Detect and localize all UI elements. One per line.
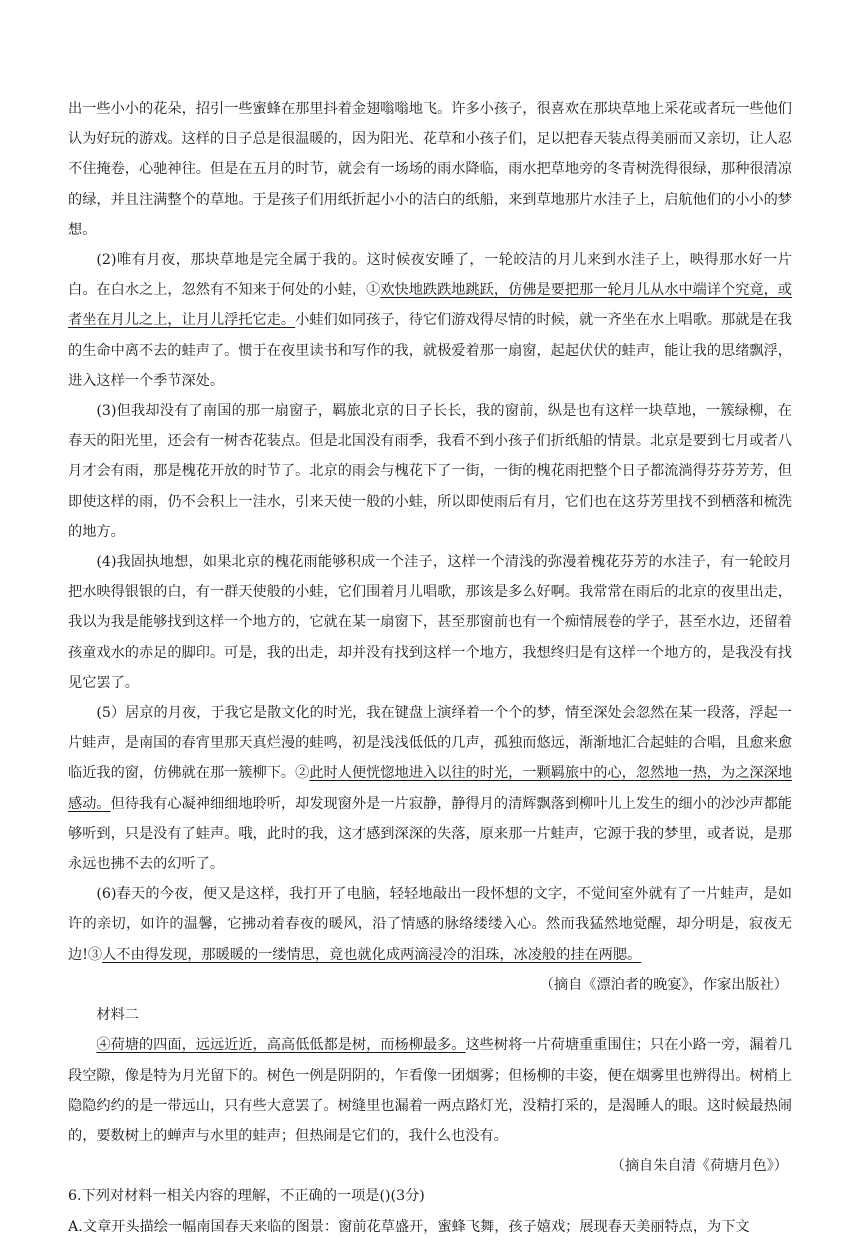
document-page (68, 94, 792, 1242)
paragraph-1-continued: 出一些小小的花朵，招引一些蜜蜂在那里抖着金翅嗡嗡地飞。许多小孩子，很喜欢在那块草地上采花或者玩一些他们认为好玩的游戏。这样的日子总是很温暖的，因为阳光、花草和小孩子们，足以把春天装点得美丽而又亲切，让人忍不住掩卷，心驰神往。但是在五月的时节，就会有一场场的雨水降临，雨水把草地旁的冬青树洗得很绿，那种很清凉的绿，并且注满整个的草地。于是孩子们用纸折起小小的洁白的纸船，来到草地那片水洼子上，启航他们的小小的梦想。 (68, 101, 792, 238)
paragraph-5-text-end: 但待我有心凝神细细地聆听，却发现窗外是一片寂静，静得月的清辉飘落到柳叶儿上发生的细小的沙沙声都能够听到，只是没有了蛙声。哦，此时的我，这才感到深深的失落，原来那一片蛙声，它源于我的梦里，或者说，是那永远也拂不去的幻听了。 (68, 795, 792, 873)
paragraph-3: (3)但我却没有了南国的那一扇窗子，羁旅北京的日子长长，我的窗前，纵是也有这样一块草地，一簇绿柳，在春天的阳光里，还会有一树杏花装点。但是北国没有雨季，我看不到小孩子们折纸船的情景。北京是要到七月或者八月才会有雨，那是槐花开放的时节了。北京的雨会与槐花下了一街，一街的槐花雨把整个日子都流淌得芬芬芳芳，但即使这样的雨，仍不会积上一洼水，引来天使一般的小蛙，所以即使雨后有月，它们也在这芬芳里找不到栖落和梳洗的地方。 (68, 403, 792, 540)
underlined-sentence-2: 此时人便恍惚地进入以往的时光，一颗羁旅中的心，忽然地一热，为之深深地感动。 (68, 765, 792, 812)
paragraph-5-text: (5）居京的月夜，于我它是散文化的时光，我在键盘上演绎着一个个的梦，情至深处会忽然在某一段落，浮起一片蛙声，是南国的春宵里那天真烂漫的蛙鸣，初是浅浅低低的几声，孤独而悠远，渐渐地汇合起蛙的合唱，且愈来愈临近我的窗，仿佛就在那一簇柳下。② (68, 705, 792, 782)
paragraph-2 (68, 245, 792, 396)
paragraph-4: (4)我固执地想，如果北京的槐花雨能够积成一个洼子，这样一个清浅的弥漫着槐花芬芳的水洼子，有一轮皎月把水映得银银的白，有一群天使般的小蛙，它们围着月儿唱歌，那该是多么好啊。我常常在雨后的北京的夜里出走，我以为我是能够找到这样一个地方的，它就在某一扇窗下，甚至那窗前也有一个痴情展卷的学子，甚至水边，还留着孩童戏水的赤足的脚印。可是，我的出走，却并没有找到这样一个地方，我想终归是有这样一个地方的，是我没有找见它罢了。 (68, 554, 792, 691)
paragraph-7 (68, 1030, 792, 1151)
source-citation-2: （摘自朱自清《荷塘月色》） (610, 1158, 788, 1175)
question-6-option-a: A.文章开头描绘一幅南国春天来临的图景：窗前花草盛开，蜜蜂飞舞，孩子嬉戏；展现春天美丽特点，为下文 (68, 1218, 750, 1235)
paragraph-2-text-end: 小蛙们如同孩子，待它们游戏得尽情的时候，就一齐坐在水上唱歌。那就是在我的生命中离不去的蛙声了。惯于在夜里读书和写作的我，就极爱着那一扇窗，起起伏伏的蛙声，能让我的思绪飘浮，进入这样一个季节深处。 (68, 312, 792, 389)
source-citation-1: （摘自《漂泊者的晚宴》，作家出版社） (539, 976, 788, 993)
paragraph-2-text: (2)唯有月夜，那块草地是完全属于我的。这时候夜安睡了，一轮皎洁的月儿来到水洼子上，映得那水好一片白。在白水之上，忽然有不知来于何处的小蛙，① (68, 252, 792, 299)
paragraph-5 (68, 698, 792, 879)
underlined-sentence-4: ④荷塘的四面，远远近近，高高低低都是树，而杨柳最多。 (96, 1037, 466, 1054)
paragraph-7-text: 这些树将一片荷塘重重围住；只在小路一旁，漏着几段空隙，像是特为月光留下的。树色一例是阴阴的，乍看像一团烟雾；但杨柳的丰姿，便在烟雾里也辨得出。树梢上隐隐约约的是一带远山，只有些大意罢了。树缝里也漏着一两点路灯光，没精打采的，是渴睡人的眼。这时候最热闹的，要数树上的蝉声与水里的蛙声；但热闹是它们的，我什么也没有。 (68, 1037, 792, 1144)
paragraph-6-text: (6)春天的今夜，便又是这样，我打开了电脑，轻轻地敲出一段怀想的文字，不觉间室外就有了一片蛙声，是如许的亲切，如许的温馨，它拂动着春夜的暖风，沿了情感的脉络缕缕入心。然而我猛然地觉醒，却分明是，寂夜无边!③ (68, 886, 792, 963)
question-6: 6.下列对材料一相关内容的理解，不正确的一项是()(3分) (68, 1188, 425, 1205)
material-2-label: 材料二 (96, 1007, 139, 1024)
underlined-sentence-3: 人不由得发现，那暖暖的一缕情思，竟也就化成两滴浸冷的泪珠，冰凌般的挂在两腮。 (102, 946, 642, 963)
underlined-sentence-1: 欢快地跌跌地跳跃，仿佛是要把那一轮月儿从水中端详个究竟，或者坐在月儿之上，让月儿浮托它走。 (68, 282, 792, 329)
paragraph-6 (68, 879, 792, 970)
